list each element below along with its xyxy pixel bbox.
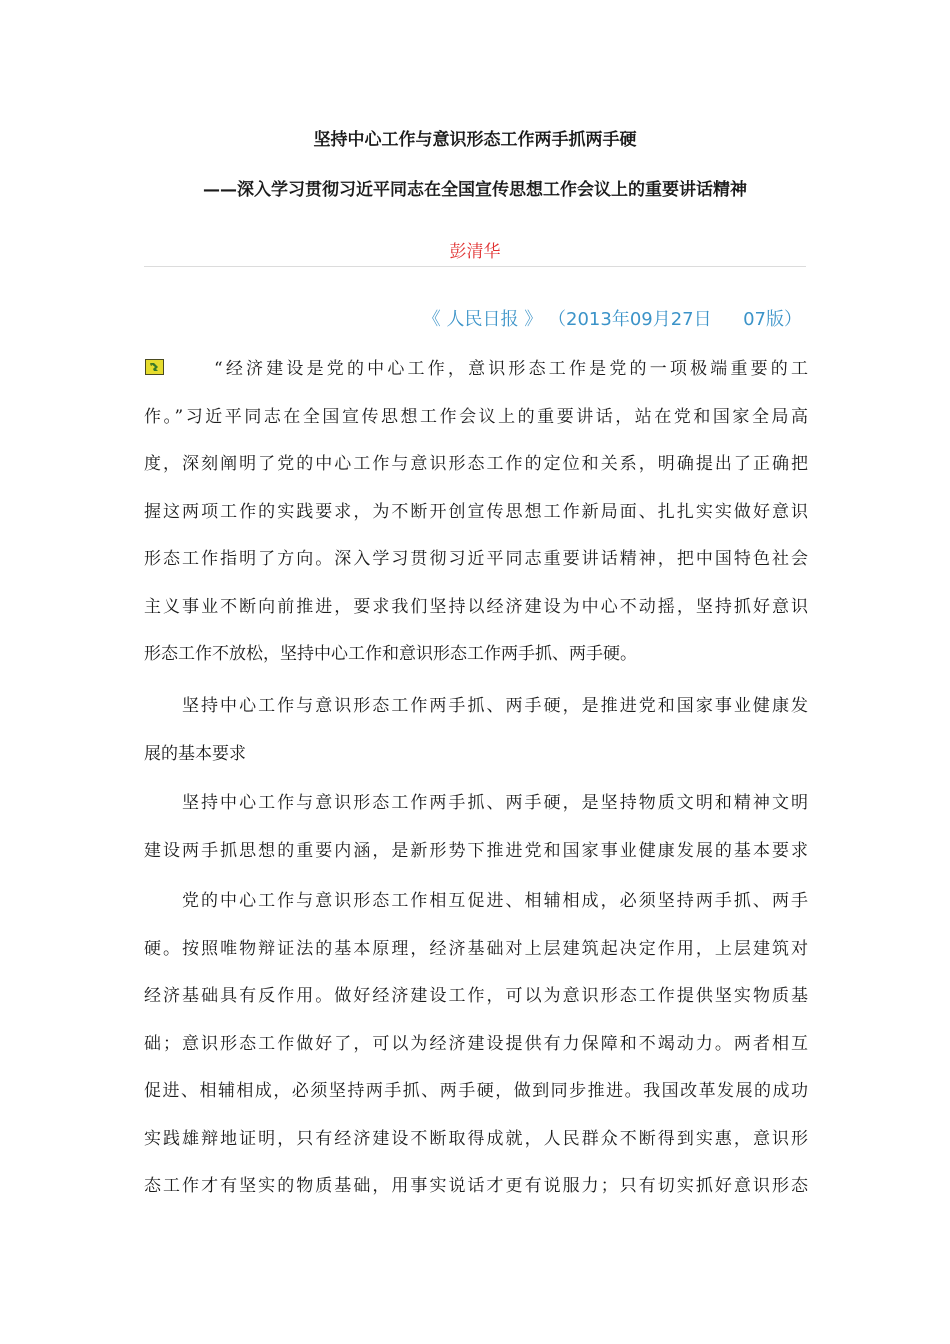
source-line [423,305,802,331]
source-day: 27 [670,309,694,330]
paragraph-line: 握这两项工作的实践要求，为不断开创宣传思想工作新局面、扎扎实实做好意识 [144,501,808,522]
paragraph-line: 形态工作指明了方向。深入学习贯彻习近平同志重要讲话精神，把中国特色社会 [144,549,808,569]
source-year-unit: 年 [611,309,630,330]
paragraph-line: 建设两手抓思想的重要内涵，是新形势下推进党和国家事业健康发展的基本要求 [144,840,808,861]
paragraph-1 [144,346,808,679]
paragraph-line: 展的基本要求 [144,743,246,764]
paragraph-2 [144,683,808,778]
source-day-unit: 日 [693,309,712,330]
source-paren-close: ） [784,309,802,330]
source-year: 2013 [566,309,612,330]
paragraph-line: 作。”习近平同志在全国宣传思想工作会议上的重要讲话，站在党和国家全局高 [144,406,808,427]
source-close-bracket: 》 [524,309,543,330]
source-edition: 07 [743,309,766,330]
page-title: 坚持中心工作与意识形态工作两手抓两手硬 [313,130,637,150]
author-name[interactable]: 彭清华 [449,242,501,262]
paragraph-line: 经济基础具有反作用。做好经济建设工作，可以为意识形态工作提供坚实物质基 [144,986,808,1006]
source-edition-unit: 版 [766,309,784,330]
divider [144,266,806,267]
paragraph-line: 坚持中心工作与意识形态工作两手抓、两手硬，是推进党和国家事业健康发 [182,696,808,716]
paragraph-line: 坚持中心工作与意识形态工作两手抓、两手硬，是坚持物质文明和精神文明 [182,793,808,813]
paragraph-line: 党的中心工作与意识形态工作相互促进、相辅相成，必须坚持两手抓、两手 [182,891,808,911]
source-month-unit: 月 [652,309,671,330]
page-subtitle: ——深入学习贯彻习近平同志在全国宣传思想工作会议上的重要讲话精神 [203,180,747,200]
paragraph-3 [144,780,808,875]
source-open-bracket: 《 [422,309,441,330]
paragraph-line: 态工作才有坚实的物质基础，用事实说话才更有说服力；只有切实抓好意识形态 [144,1176,808,1196]
paragraph-line: 度，深刻阐明了党的中心工作与意识形态工作的定位和关系，明确提出了正确把 [144,454,808,474]
paragraph-line: “经济建设是党的中心工作，意识形态工作是党的一项极端重要的工 [214,359,808,379]
paragraph-4 [144,878,808,1211]
paragraph-line: 促进、相辅相成，必须坚持两手抓、两手硬，做到同步推进。我国改革发展的成功 [144,1081,808,1101]
source-publication[interactable]: 人民日报 [446,309,519,330]
paragraph-line: 硬。按照唯物辩证法的基本原理，经济基础对上层建筑起决定作用，上层建筑对 [144,938,808,959]
paragraph-line: 形态工作不放松，坚持中心工作和意识形态工作两手抓、两手硬。 [144,644,637,664]
paragraph-line: 主义事业不断向前推进，要求我们坚持以经济建设为中心不动摇，坚持抓好意识 [144,596,808,617]
paragraph-line: 础；意识形态工作做好了，可以为经济建设提供有力保障和不竭动力。两者相互 [144,1033,808,1054]
paragraph-line: 实践雄辩地证明，只有经济建设不断取得成就，人民群众不断得到实惠，意识形 [144,1128,808,1149]
source-paren-open: （ [548,309,566,330]
source-month: 09 [629,309,653,330]
